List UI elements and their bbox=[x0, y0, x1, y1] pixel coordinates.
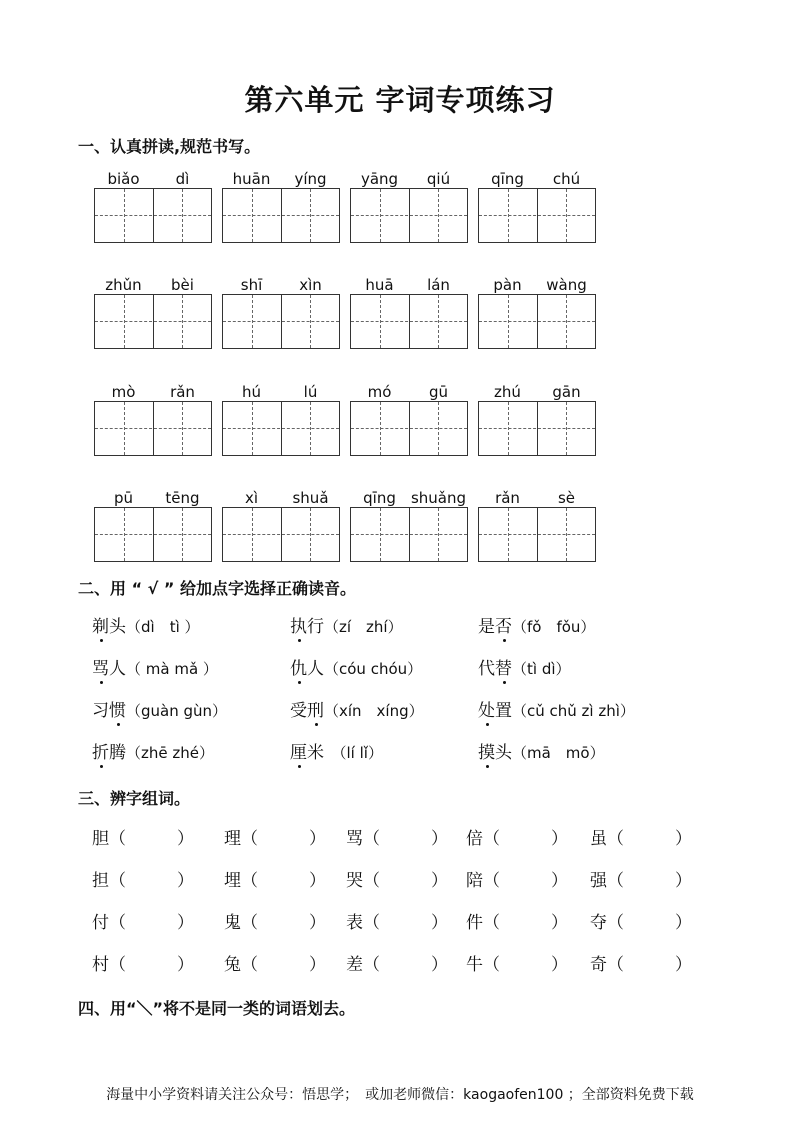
footer-note: 海量中小学资料请关注公众号：悟思学； 或加老师微信：kaogaofen100 ；全部资料免费下载 bbox=[106, 1087, 694, 1103]
pronunciation-item[interactable] bbox=[92, 738, 214, 763]
dotted-character: 仇 bbox=[290, 659, 307, 679]
dotted-character: 处 bbox=[478, 701, 495, 721]
word-blank[interactable]: 理（ ） bbox=[224, 829, 326, 849]
pinyin-label: tēng bbox=[165, 489, 200, 507]
pinyin-label: gū bbox=[428, 383, 449, 401]
word-suffix: 头 bbox=[109, 617, 126, 637]
pinyin-label: zhǔn bbox=[105, 276, 142, 294]
dotted-character: 厘 bbox=[290, 743, 307, 763]
pinyin-options: （xín xíng） bbox=[324, 702, 424, 720]
writing-boxes[interactable] bbox=[478, 507, 596, 562]
word-blank[interactable]: 夺（ ） bbox=[590, 913, 692, 933]
word-blank[interactable]: 差（ ） bbox=[346, 955, 448, 975]
dotted-character: 替 bbox=[495, 659, 512, 679]
word-suffix: 头 bbox=[495, 743, 512, 763]
pronunciation-item[interactable] bbox=[92, 654, 218, 679]
pronunciation-item[interactable] bbox=[92, 612, 200, 637]
word-blank[interactable]: 倍（ ） bbox=[466, 829, 568, 849]
pinyin-label: mó bbox=[367, 383, 392, 401]
word-suffix: 腾 bbox=[109, 743, 126, 763]
pinyin-label: lú bbox=[303, 383, 318, 401]
pinyin-options: （fǒ fǒu） bbox=[512, 618, 596, 636]
pinyin-label: yāng bbox=[360, 170, 399, 188]
pinyin-label: pàn bbox=[493, 276, 522, 294]
page-title: 第六单元 字词专项练习 bbox=[244, 83, 556, 117]
pronunciation-item[interactable] bbox=[478, 738, 605, 763]
pinyin-label: mò bbox=[111, 383, 136, 401]
pinyin-label: rǎn bbox=[170, 383, 195, 401]
pronunciation-item[interactable] bbox=[478, 612, 595, 637]
pinyin-options: （cǔ chǔ zì zhì） bbox=[512, 702, 635, 720]
word-suffix: 米 bbox=[307, 743, 324, 763]
word-blank[interactable]: 件（ ） bbox=[466, 913, 568, 933]
word-blank[interactable]: 强（ ） bbox=[590, 871, 692, 891]
pinyin-label: qīng bbox=[363, 489, 396, 507]
section4-heading: 四、用“＼”将不是同一类的词语划去。 bbox=[78, 999, 356, 1018]
word-prefix: 受 bbox=[290, 701, 307, 721]
word-blank[interactable]: 哭（ ） bbox=[346, 871, 448, 891]
pronunciation-item[interactable] bbox=[478, 696, 635, 721]
word-suffix: 人 bbox=[307, 659, 324, 679]
pinyin-label: sè bbox=[557, 489, 576, 507]
pinyin-label: huā bbox=[365, 276, 394, 294]
pinyin-options: （cóu chóu） bbox=[324, 660, 423, 678]
pronunciation-item[interactable] bbox=[290, 612, 403, 637]
section3-heading: 三、辨字组词。 bbox=[78, 789, 191, 808]
word-blank[interactable]: 陪（ ） bbox=[466, 871, 568, 891]
word-blank[interactable]: 奇（ ） bbox=[590, 955, 692, 975]
section1-heading: 一、认真拼读,规范书写。 bbox=[78, 137, 261, 156]
word-blank[interactable]: 虽（ ） bbox=[590, 829, 692, 849]
writing-boxes[interactable] bbox=[222, 294, 340, 349]
word-suffix: 人 bbox=[109, 659, 126, 679]
dotted-character: 执 bbox=[290, 617, 307, 637]
pinyin-options: （zí zhí） bbox=[324, 618, 403, 636]
writing-boxes[interactable] bbox=[94, 188, 212, 243]
word-blank[interactable]: 村（ ） bbox=[92, 955, 194, 975]
word-prefix: 是 bbox=[478, 617, 495, 637]
word-blank[interactable]: 牛（ ） bbox=[466, 955, 568, 975]
pinyin-label: shuǎ bbox=[292, 489, 329, 507]
pinyin-options: （dì tì ） bbox=[126, 618, 200, 636]
writing-boxes[interactable] bbox=[350, 188, 468, 243]
writing-boxes[interactable] bbox=[222, 401, 340, 456]
pinyin-options: （guàn gùn） bbox=[126, 702, 228, 720]
dotted-character: 折 bbox=[92, 743, 109, 763]
pinyin-label: shuǎng bbox=[410, 489, 467, 507]
pinyin-label: qīng bbox=[491, 170, 524, 188]
pinyin-label: gān bbox=[552, 383, 581, 401]
word-blank[interactable]: 胆（ ） bbox=[92, 829, 194, 849]
pinyin-label: lán bbox=[427, 276, 450, 294]
word-blank[interactable]: 担（ ） bbox=[92, 871, 194, 891]
writing-boxes[interactable] bbox=[478, 401, 596, 456]
writing-boxes[interactable] bbox=[222, 188, 340, 243]
pinyin-options: （tì dì） bbox=[512, 660, 571, 678]
pinyin-options: （lí lǐ） bbox=[324, 744, 383, 762]
word-blank[interactable]: 表（ ） bbox=[346, 913, 448, 933]
pinyin-label: huān bbox=[232, 170, 271, 188]
pinyin-label: chú bbox=[552, 170, 581, 188]
writing-boxes[interactable] bbox=[350, 401, 468, 456]
section2-heading: 二、用 “ √ ” 给加点字选择正确读音。 bbox=[78, 579, 356, 598]
pinyin-label: hú bbox=[241, 383, 261, 401]
pinyin-label: pū bbox=[113, 489, 134, 507]
pinyin-label: dì bbox=[175, 170, 190, 188]
pronunciation-item[interactable] bbox=[290, 654, 422, 679]
dotted-character: 摸 bbox=[478, 743, 495, 763]
word-suffix: 置 bbox=[495, 701, 512, 721]
dotted-character: 剃 bbox=[92, 617, 109, 637]
dotted-character: 惯 bbox=[109, 701, 126, 721]
pinyin-options: （ mà mǎ ） bbox=[126, 660, 218, 678]
word-blank[interactable]: 付（ ） bbox=[92, 913, 194, 933]
word-blank[interactable]: 骂（ ） bbox=[346, 829, 448, 849]
word-suffix: 行 bbox=[307, 617, 324, 637]
pinyin-options: （zhē zhé） bbox=[126, 744, 214, 762]
pronunciation-item[interactable] bbox=[290, 696, 424, 721]
writing-boxes[interactable] bbox=[350, 507, 468, 562]
word-blank[interactable]: 埋（ ） bbox=[224, 871, 326, 891]
writing-boxes[interactable] bbox=[350, 294, 468, 349]
writing-boxes[interactable] bbox=[94, 294, 212, 349]
dotted-character: 否 bbox=[495, 617, 512, 637]
pinyin-label: shī bbox=[240, 276, 263, 294]
word-blank[interactable]: 鬼（ ） bbox=[224, 913, 326, 933]
pinyin-label: xìn bbox=[299, 276, 322, 294]
pinyin-label: wàng bbox=[546, 276, 587, 294]
pinyin-options: （mā mō） bbox=[512, 744, 605, 762]
pronunciation-item[interactable] bbox=[290, 738, 383, 763]
dotted-character: 骂 bbox=[92, 659, 109, 679]
word-prefix: 习 bbox=[92, 701, 109, 721]
pinyin-label: rǎn bbox=[495, 489, 520, 507]
word-blank[interactable]: 兔（ ） bbox=[224, 955, 326, 975]
writing-boxes[interactable] bbox=[94, 507, 212, 562]
pinyin-label: yíng bbox=[294, 170, 327, 188]
pinyin-label: bèi bbox=[171, 276, 194, 294]
pronunciation-item[interactable] bbox=[478, 654, 571, 679]
word-prefix: 代 bbox=[478, 659, 495, 679]
pinyin-label: xì bbox=[244, 489, 259, 507]
pinyin-label: biǎo bbox=[107, 170, 140, 188]
writing-boxes[interactable] bbox=[478, 294, 596, 349]
writing-boxes[interactable] bbox=[478, 188, 596, 243]
dotted-character: 刑 bbox=[307, 701, 324, 721]
pronunciation-item[interactable] bbox=[92, 696, 227, 721]
pinyin-label: qiú bbox=[426, 170, 451, 188]
writing-boxes[interactable] bbox=[94, 401, 212, 456]
pinyin-label: zhú bbox=[494, 383, 521, 401]
writing-boxes[interactable] bbox=[222, 507, 340, 562]
